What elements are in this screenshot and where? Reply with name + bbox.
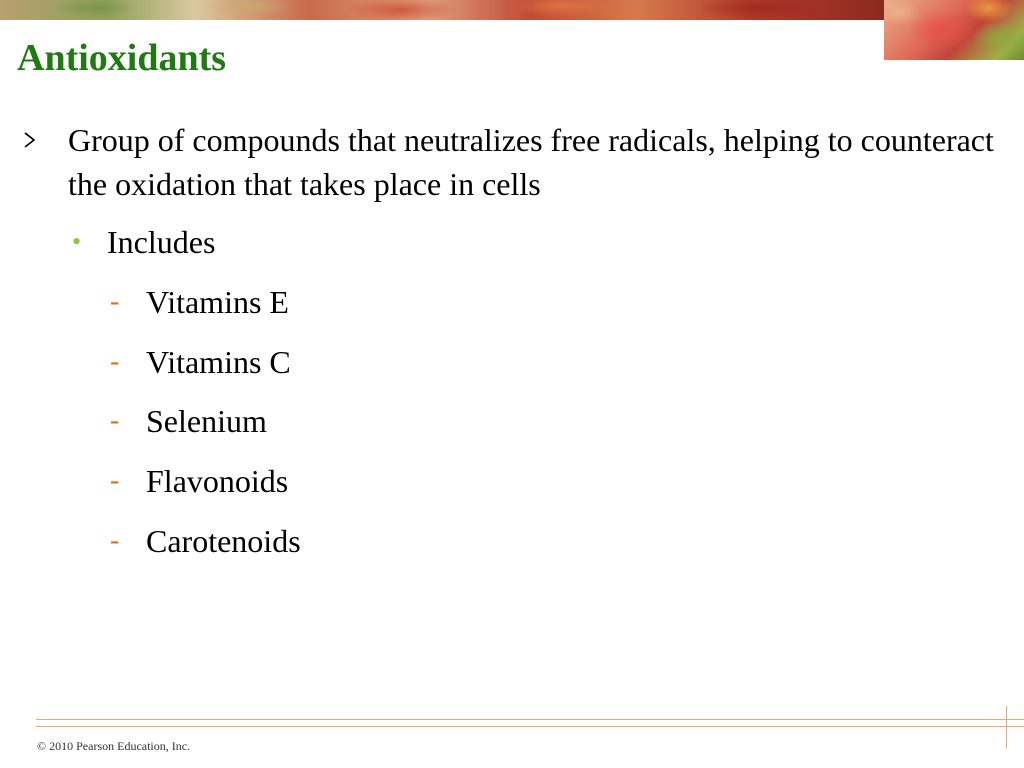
list-item-text: Carotenoids bbox=[146, 523, 301, 559]
arrow-right-icon bbox=[22, 130, 38, 150]
dash-marker: - bbox=[110, 286, 120, 317]
copyright-footer: © 2010 Pearson Education, Inc. bbox=[37, 739, 191, 753]
dash-marker: - bbox=[110, 405, 120, 436]
header-photo-banner bbox=[0, 0, 884, 20]
slide-title: Antioxidants bbox=[17, 37, 227, 79]
list-item-text: Flavonoids bbox=[146, 463, 289, 499]
list-item-text: Vitamins E bbox=[146, 284, 289, 320]
footer-rule bbox=[36, 719, 1024, 720]
list-item-text: Selenium bbox=[146, 403, 267, 439]
bullet-text: Group of compounds that neutralizes free radicals, helping to counteract the oxidation that takes place in cells bbox=[68, 122, 994, 202]
footer-rule bbox=[36, 726, 1024, 727]
footer-tick bbox=[1006, 706, 1007, 748]
header-photo-corner bbox=[884, 0, 1024, 60]
sub-bullet-marker: • bbox=[72, 227, 82, 256]
dash-marker: - bbox=[110, 525, 120, 556]
dash-marker: - bbox=[110, 346, 120, 377]
sub-bullet-text: Includes bbox=[107, 224, 216, 260]
list-item-text: Vitamins C bbox=[146, 344, 291, 380]
dash-marker: - bbox=[110, 465, 120, 496]
